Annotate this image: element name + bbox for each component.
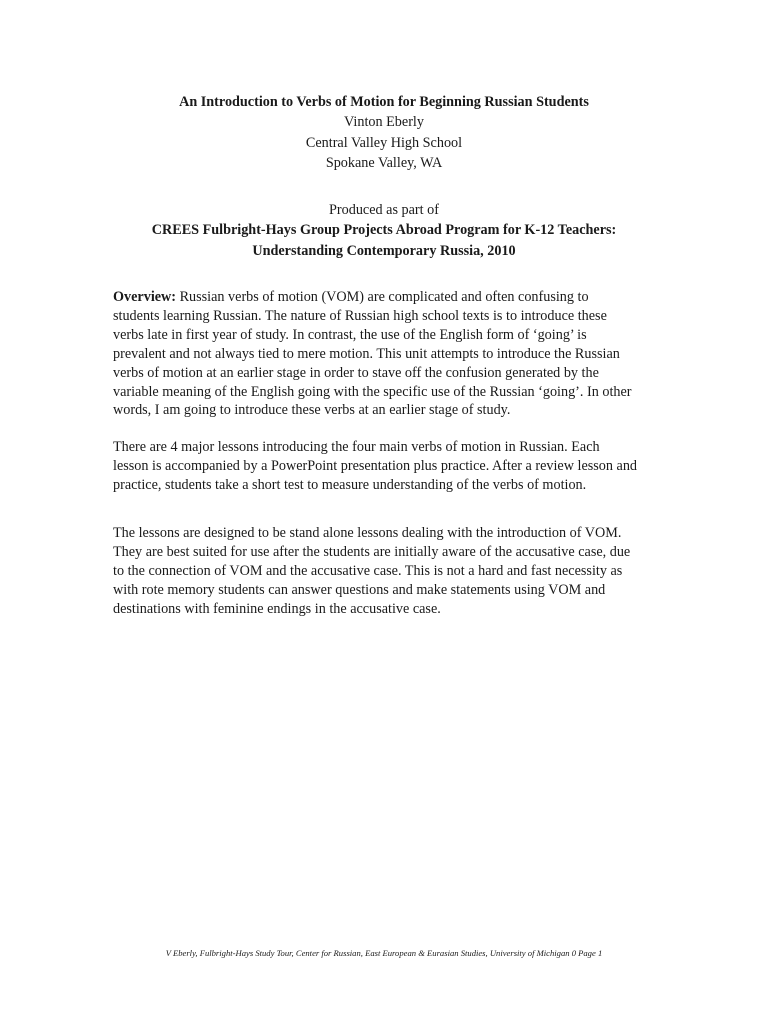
school-name: Central Valley High School <box>305 134 463 151</box>
usage-paragraph: The lessons are designed to be stand alone lessons dealing with the introduction of VOM. They are best suited for use after the students are initially aware of the accusative case, due to the connection of VOM and the accusative case. This is not a hard and fast necessity as with rote memory students can answer questions and make statements using VOM and destinations with feminine endings in the accusative case. <box>113 525 631 617</box>
program-name-line2: Understanding Contemporary Russia, 2010 <box>252 242 516 259</box>
author-name: Vinton Eberly <box>344 114 424 131</box>
school-location: Spokane Valley, WA <box>325 154 443 171</box>
program-block <box>0 200 768 261</box>
program-name-line1: CREES Fulbright-Hays Group Projects Abroad Program for K-12 Teachers: <box>151 222 617 239</box>
produced-intro: Produced as part of <box>329 202 439 218</box>
page-footer: V Eberly, Fulbright-Hays Study Tour, Center for Russian, East European & Eurasian Studies, University of Michigan 0 Page 1 <box>165 948 603 958</box>
title-block <box>0 92 768 173</box>
overview-text: Russian verbs of motion (VOM) are complicated and often confusing to students learning Russian. The nature of Russian high school texts is to introduce these verbs late in first year of study. In contrast, the use of the English form of ‘going’ is prevalent and not always tied to mere motion. This unit attempts to introduce the Russian verbs of motion at an earlier stage in order to stave off the confusion generated by the variable meaning of the English going with the specific use of the Russian ‘going’. In other words, I am going to introduce these verbs at an earlier stage of study. <box>113 289 632 419</box>
overview-paragraph <box>113 288 638 420</box>
overview-label: Overview: <box>113 289 177 305</box>
document-title: An Introduction to Verbs of Motion for Beginning Russian Students <box>179 94 589 110</box>
lessons-paragraph: There are 4 major lessons introducing the four main verbs of motion in Russian. Each lesson is accompanied by a PowerPoint presentation plus practice. After a review lesson and practice, students take a short test to measure understanding of the verbs of motion. <box>113 439 638 493</box>
